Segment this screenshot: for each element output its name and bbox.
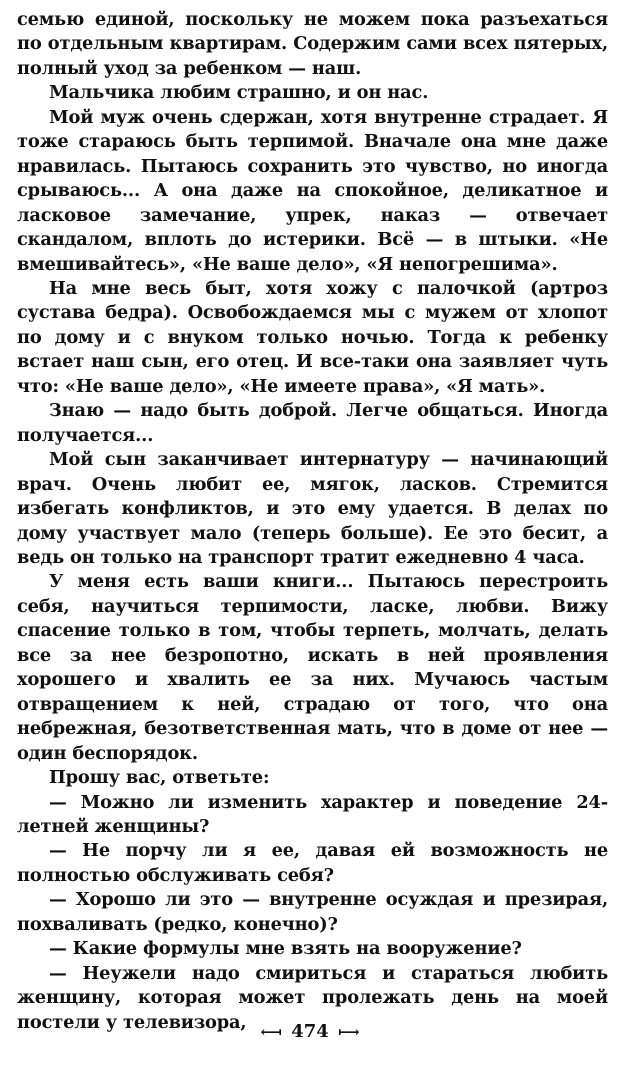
paragraph-5: Знаю — надо быть доброй. Легче общаться. Иногда получается... (17, 400, 608, 446)
paragraph-7: У меня есть ваши книги... Пытаюсь перестроить себя, научиться терпимости, ласке, любви. Вижу спасение только в том, чтобы терпеть, молчать, делать все за нее безропотно, искать в ней проявления хорошего и хвалить ее за них. Мучаюсь частым отвращением к ней, страдаю от того, что она небрежная, безответственная мать, что в доме от нее — один беспорядок. (17, 571, 608, 764)
paragraph-3: Мой муж очень сдержан, хотя внутренне страдает. Я тоже стараюсь быть терпимой. Вначале она мне даже нравилась. Пытаюсь сохранить это чувство, но иногда срываюсь... А она даже на спокойное, деликатное и ласковое замечание, упрек, наказ — отвечает скандалом, вплоть до истерики. Всё — в штыки. «Не вмешивайтесь», «Не ваше дело», «Я непогрешима». (17, 106, 608, 275)
question-5: — Неужели надо смириться и стараться любить женщину, которая может пролежать день на моей постели у телевизора, (17, 962, 608, 1033)
page-number: 474 (291, 1021, 329, 1042)
question-2: — Не порчу ли я ее, давая ей возможность не полностью обслуживать себя? (17, 840, 608, 886)
page-number-footer (0, 1020, 620, 1044)
paragraph-2: Мальчика любим страшно, и он нас. (49, 82, 429, 104)
paragraph-8: Прошу вас, ответьте: (49, 767, 270, 789)
question-3: — Хорошо ли это — внутренне осуждая и презирая, похваливать (редко, конечно)? (17, 889, 608, 935)
ornament-right-icon: ⟼ (338, 1023, 360, 1041)
paragraph-4: На мне весь быт, хотя хожу с палочкой (артроз сустава бедра). Освобождаемся мы с мужем от хлопот по дому и с внуком только ночью. Тогда к ребенку встает наш сын, его отец. И все-таки она заявляет чуть что: «Не ваше дело», «Не имеете права», «Я мать». (17, 277, 608, 397)
question-1: — Можно ли изменить характер и поведение 24-летней женщины? (17, 791, 608, 837)
paragraph-1: семью единой, поскольку не можем пока разъехаться по отдельным квартирам. Содержим сами всех пятерых, полный уход за ребенком — наш. (17, 9, 608, 79)
paragraph-6: Мой сын заканчивает интернатуру — начинающий врач. Очень любит ее, мягок, ласков. Стремится избегать конфликтов, и это ему удается. В делах по дому участвует мало (теперь больше). Ее это бесит, а ведь он только на транспорт тратит ежедневно 4 часа. (17, 449, 608, 568)
question-4: — Какие формулы мне взять на вооружение? (49, 938, 522, 960)
ornament-left-icon: ⟻ (260, 1023, 282, 1041)
